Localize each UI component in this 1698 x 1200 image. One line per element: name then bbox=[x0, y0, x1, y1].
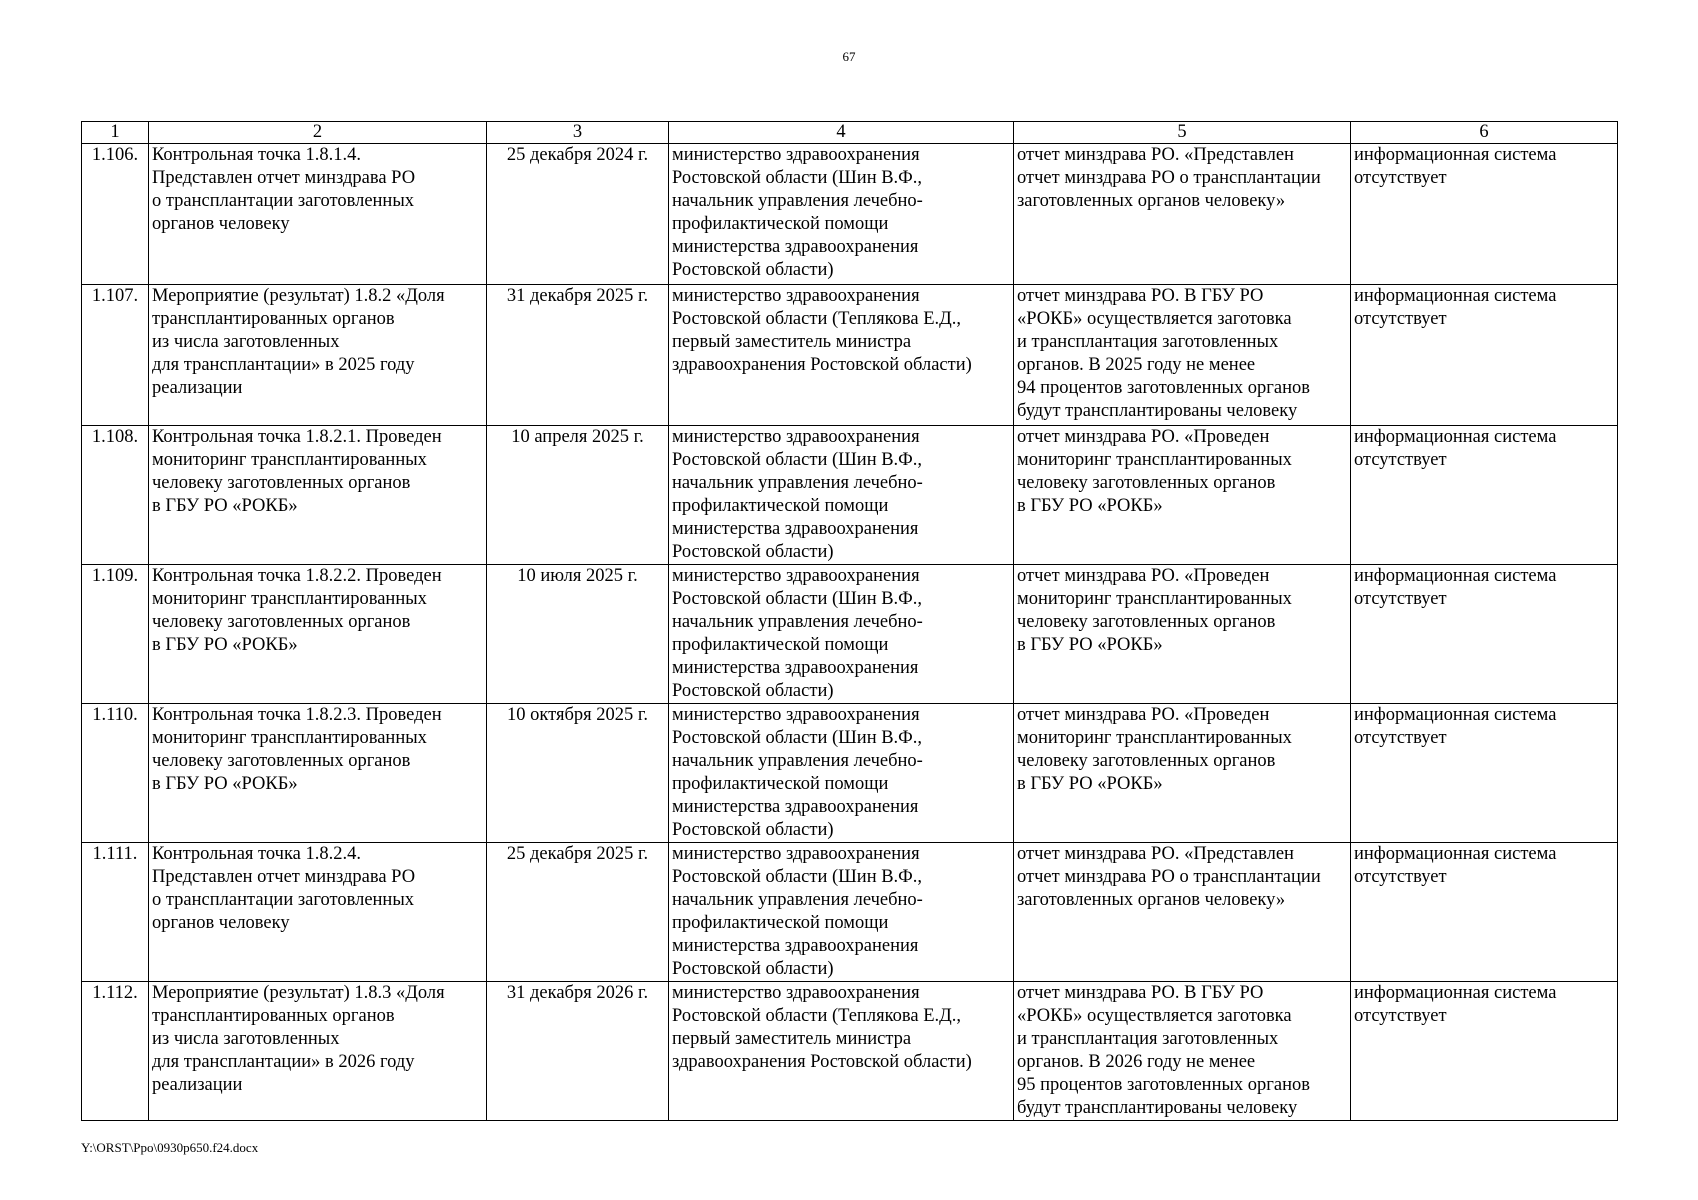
confirming-document: отчет минздрава РО. «Представлен отчет минздрава РО о трансплантации заготовленных органов человеку» bbox=[1014, 144, 1351, 285]
confirming-document: отчет минздрава РО. «Проведен мониторинг трансплантированных человеку заготовленных органов в ГБУ РО «РОКБ» bbox=[1014, 704, 1351, 843]
row-number: 1.111. bbox=[82, 843, 149, 982]
table-row bbox=[82, 144, 1618, 285]
information-system: информационная система отсутствует bbox=[1351, 285, 1618, 426]
row-number: 1.112. bbox=[82, 982, 149, 1121]
confirming-document: отчет минздрава РО. В ГБУ РО «РОКБ» осуществляется заготовка и трансплантация заготовленных органов. В 2026 году не менее 95 процентов заготовленных органов будут трансплантированы человеку bbox=[1014, 982, 1351, 1121]
column-header-1: 1 bbox=[82, 122, 149, 144]
row-number: 1.106. bbox=[82, 144, 149, 285]
deadline-date: 31 декабря 2025 г. bbox=[487, 285, 669, 426]
responsible-person: министерство здравоохранения Ростовской области (Шин В.Ф., начальник управления лечебно- профилактической помощи министерства здравоохранения Ростовской области) bbox=[669, 704, 1014, 843]
row-number: 1.107. bbox=[82, 285, 149, 426]
responsible-person: министерство здравоохранения Ростовской области (Шин В.Ф., начальник управления лечебно- профилактической помощи министерства здравоохранения Ростовской области) bbox=[669, 843, 1014, 982]
responsible-person: министерство здравоохранения Ростовской области (Шин В.Ф., начальник управления лечебно- профилактической помощи министерства здравоохранения Ростовской области) bbox=[669, 144, 1014, 285]
information-system: информационная система отсутствует bbox=[1351, 426, 1618, 565]
deadline-date: 10 апреля 2025 г. bbox=[487, 426, 669, 565]
table-row bbox=[82, 285, 1618, 426]
responsible-person: министерство здравоохранения Ростовской области (Теплякова Е.Д., первый заместитель министра здравоохранения Ростовской области) bbox=[669, 285, 1014, 426]
table-row bbox=[82, 565, 1618, 704]
row-number: 1.109. bbox=[82, 565, 149, 704]
information-system: информационная система отсутствует bbox=[1351, 982, 1618, 1121]
column-header-6: 6 bbox=[1351, 122, 1618, 144]
deadline-date: 10 октября 2025 г. bbox=[487, 704, 669, 843]
table-row bbox=[82, 426, 1618, 565]
table-row bbox=[82, 982, 1618, 1121]
row-number: 1.110. bbox=[82, 704, 149, 843]
table-header-row bbox=[82, 122, 1618, 144]
deadline-date: 25 декабря 2025 г. bbox=[487, 843, 669, 982]
plan-table bbox=[81, 121, 1618, 1121]
event-name: Мероприятие (результат) 1.8.3 «Доля трансплантированных органов из числа заготовленных для трансплантации» в 2026 году реализации bbox=[149, 982, 487, 1121]
table-row bbox=[82, 704, 1618, 843]
responsible-person: министерство здравоохранения Ростовской области (Шин В.Ф., начальник управления лечебно- профилактической помощи министерства здравоохранения Ростовской области) bbox=[669, 426, 1014, 565]
responsible-person: министерство здравоохранения Ростовской области (Теплякова Е.Д., первый заместитель министра здравоохранения Ростовской области) bbox=[669, 982, 1014, 1121]
row-number: 1.108. bbox=[82, 426, 149, 565]
information-system: информационная система отсутствует bbox=[1351, 565, 1618, 704]
information-system: информационная система отсутствует bbox=[1351, 144, 1618, 285]
event-name: Контрольная точка 1.8.2.2. Проведен мониторинг трансплантированных человеку заготовленных органов в ГБУ РО «РОКБ» bbox=[149, 565, 487, 704]
event-name: Контрольная точка 1.8.1.4. Представлен отчет минздрава РО о трансплантации заготовленных органов человеку bbox=[149, 144, 487, 285]
event-name: Мероприятие (результат) 1.8.2 «Доля трансплантированных органов из числа заготовленных для трансплантации» в 2025 году реализации bbox=[149, 285, 487, 426]
confirming-document: отчет минздрава РО. «Проведен мониторинг трансплантированных человеку заготовленных органов в ГБУ РО «РОКБ» bbox=[1014, 565, 1351, 704]
confirming-document: отчет минздрава РО. В ГБУ РО «РОКБ» осуществляется заготовка и трансплантация заготовленных органов. В 2025 году не менее 94 процентов заготовленных органов будут трансплантированы человеку bbox=[1014, 285, 1351, 426]
responsible-person: министерство здравоохранения Ростовской области (Шин В.Ф., начальник управления лечебно- профилактической помощи министерства здравоохранения Ростовской области) bbox=[669, 565, 1014, 704]
information-system: информационная система отсутствует bbox=[1351, 843, 1618, 982]
column-header-3: 3 bbox=[487, 122, 669, 144]
footer-file-path: Y:\ORST\Ppo\0930p650.f24.docx bbox=[81, 1140, 259, 1155]
page-number: 67 bbox=[842, 49, 856, 64]
event-name: Контрольная точка 1.8.2.3. Проведен мониторинг трансплантированных человеку заготовленных органов в ГБУ РО «РОКБ» bbox=[149, 704, 487, 843]
information-system: информационная система отсутствует bbox=[1351, 704, 1618, 843]
event-name: Контрольная точка 1.8.2.4. Представлен отчет минздрава РО о трансплантации заготовленных органов человеку bbox=[149, 843, 487, 982]
deadline-date: 10 июля 2025 г. bbox=[487, 565, 669, 704]
column-header-2: 2 bbox=[149, 122, 487, 144]
table-row bbox=[82, 843, 1618, 982]
column-header-5: 5 bbox=[1014, 122, 1351, 144]
confirming-document: отчет минздрава РО. «Представлен отчет минздрава РО о трансплантации заготовленных органов человеку» bbox=[1014, 843, 1351, 982]
deadline-date: 25 декабря 2024 г. bbox=[487, 144, 669, 285]
confirming-document: отчет минздрава РО. «Проведен мониторинг трансплантированных человеку заготовленных органов в ГБУ РО «РОКБ» bbox=[1014, 426, 1351, 565]
event-name: Контрольная точка 1.8.2.1. Проведен мониторинг трансплантированных человеку заготовленных органов в ГБУ РО «РОКБ» bbox=[149, 426, 487, 565]
deadline-date: 31 декабря 2026 г. bbox=[487, 982, 669, 1121]
column-header-4: 4 bbox=[669, 122, 1014, 144]
